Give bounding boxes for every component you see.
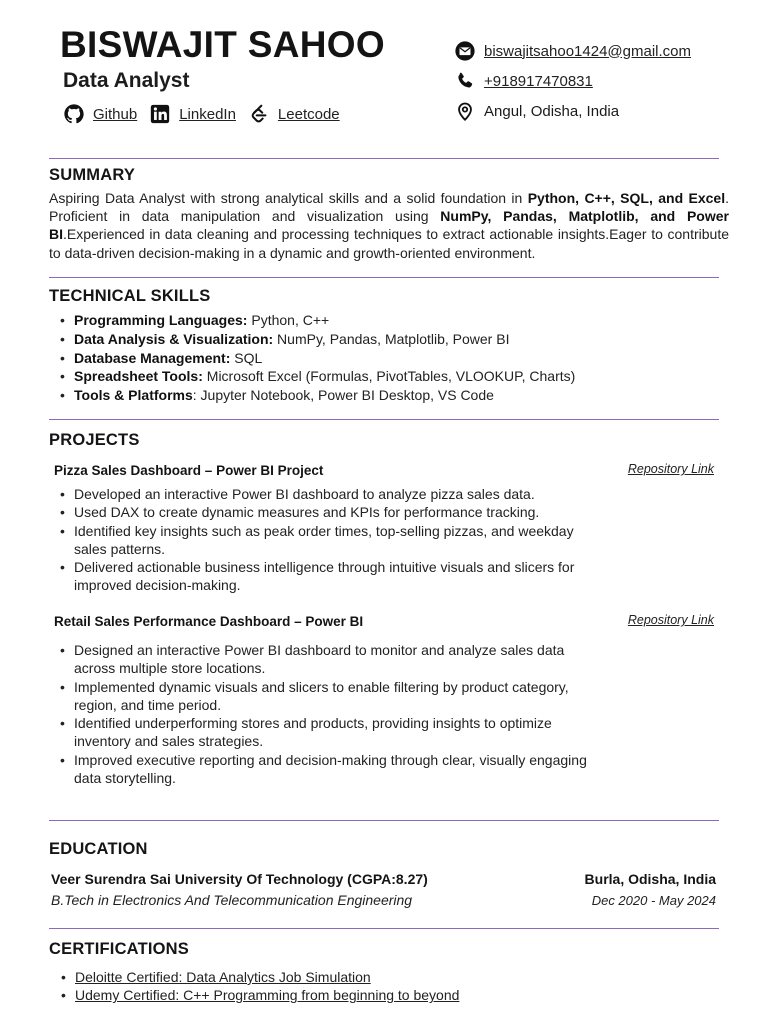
summary-text-part: . Proficient in data manipulation and visualization using (49, 190, 729, 225)
github-icon (63, 103, 85, 125)
project-bullets (50, 485, 590, 595)
phone-icon (454, 70, 476, 92)
location-pin-icon (454, 100, 476, 122)
list-item: • Used DAX to create dynamic measures and KPIs for performance tracking. (50, 503, 590, 521)
phone-link[interactable]: +918917470831 (484, 72, 593, 90)
leetcode-link[interactable]: Leetcode (277, 105, 340, 123)
skill-label: Database Management: (74, 349, 231, 366)
skill-item (50, 330, 575, 349)
list-item (51, 968, 459, 986)
location-text: Angul, Odisha, India (484, 102, 620, 120)
list-item: • Designed an interactive Power BI dashboard to monitor and analyze sales data across multiple store locations. (50, 641, 590, 678)
linkedin-link[interactable]: LinkedIn (179, 105, 236, 123)
skill-item (50, 386, 575, 405)
repository-link[interactable]: Repository Link (627, 613, 714, 627)
skill-value: : Jupyter Notebook, Power BI Desktop, VS Code (192, 387, 494, 404)
skill-value: Python, C++ (247, 312, 330, 328)
skills-list (50, 311, 575, 405)
education-heading: EDUCATION (49, 840, 148, 858)
skill-label: Programming Languages: (74, 312, 248, 328)
list-item: • Delivered actionable business intelligence through intuitive visuals and slicers for improved decision-making. (50, 558, 590, 595)
summary-highlight: Python, C++, SQL, and Excel (527, 190, 726, 206)
location-row (454, 96, 691, 126)
skill-label: Data Analysis & Visualization: (74, 330, 274, 347)
institution-name: Veer Surendra Sai University Of Technology (CGPA:8.27) (51, 871, 428, 887)
email-icon (454, 40, 476, 62)
list-item (51, 986, 459, 1004)
certification-link[interactable]: Udemy Certified: C++ Programming from beginning to beyond (75, 987, 460, 1004)
education-dates: Dec 2020 - May 2024 (591, 893, 716, 908)
skills-heading: TECHNICAL SKILLS (49, 287, 211, 305)
summary-text (49, 189, 729, 262)
list-item: • Identified key insights such as peak order times, top-selling pizzas, and weekday sales patterns. (50, 522, 590, 559)
email-link[interactable]: biswajitsahoo1424@gmail.com (484, 42, 691, 60)
summary-highlight: NumPy, Pandas, Matplotlib, and Power BI (49, 208, 729, 243)
phone-row (454, 66, 691, 96)
job-title: Data Analyst (63, 69, 190, 92)
email-row (454, 36, 691, 66)
certifications-list (51, 968, 459, 1005)
list-item: • Improved executive reporting and decision-making through clear, visually engaging data storytelling. (50, 751, 590, 788)
skill-value: SQL (230, 349, 263, 366)
divider (49, 277, 719, 278)
summary-text-part: .Experienced in data cleaning and processing techniques to extract actionable insights.Eager to contribute to data-driven decision-making in a dynamic and growth-oriented environment. (49, 226, 729, 261)
certifications-heading: CERTIFICATIONS (49, 940, 189, 958)
repository-link[interactable]: Repository Link (627, 462, 714, 476)
divider (49, 820, 719, 821)
skill-label: Tools & Platforms (74, 387, 193, 404)
leetcode-icon (248, 103, 270, 125)
institution-location: Burla, Odisha, India (584, 871, 716, 887)
skill-item (50, 367, 575, 386)
divider (49, 928, 719, 929)
summary-text-part: Aspiring Data Analyst with strong analytical skills and a solid foundation in (49, 190, 528, 206)
skill-value: Microsoft Excel (Formulas, PivotTables, VLOOKUP, Charts) (202, 368, 576, 385)
divider (49, 158, 719, 159)
projects-heading: PROJECTS (49, 431, 140, 449)
project-bullets (50, 641, 590, 787)
divider (49, 419, 719, 420)
skill-label: Spreadsheet Tools: (74, 368, 203, 385)
linkedin-icon (149, 103, 171, 125)
summary-heading: SUMMARY (49, 166, 136, 184)
profile-links (63, 103, 352, 125)
degree: B.Tech in Electronics And Telecommunication Engineering (51, 892, 413, 908)
skill-item (50, 311, 575, 330)
skill-item (50, 349, 575, 368)
list-item: • Implemented dynamic visuals and slicers to enable filtering by product category, region, and time period. (50, 678, 590, 715)
project-title: Retail Sales Performance Dashboard – Power BI (54, 614, 364, 629)
skill-value: NumPy, Pandas, Matplotlib, Power BI (273, 330, 510, 347)
list-item: • Identified underperforming stores and products, providing insights to optimize inventory and sales strategies. (50, 714, 590, 751)
contact-info (454, 36, 691, 126)
list-item: • Developed an interactive Power BI dashboard to analyze pizza sales data. (50, 485, 590, 503)
certification-link[interactable]: Deloitte Certified: Data Analytics Job Simulation (75, 969, 371, 985)
candidate-name: BISWAJIT SAHOO (60, 24, 385, 65)
project-title: Pizza Sales Dashboard – Power BI Project (54, 463, 324, 478)
github-link[interactable]: Github (93, 105, 138, 123)
